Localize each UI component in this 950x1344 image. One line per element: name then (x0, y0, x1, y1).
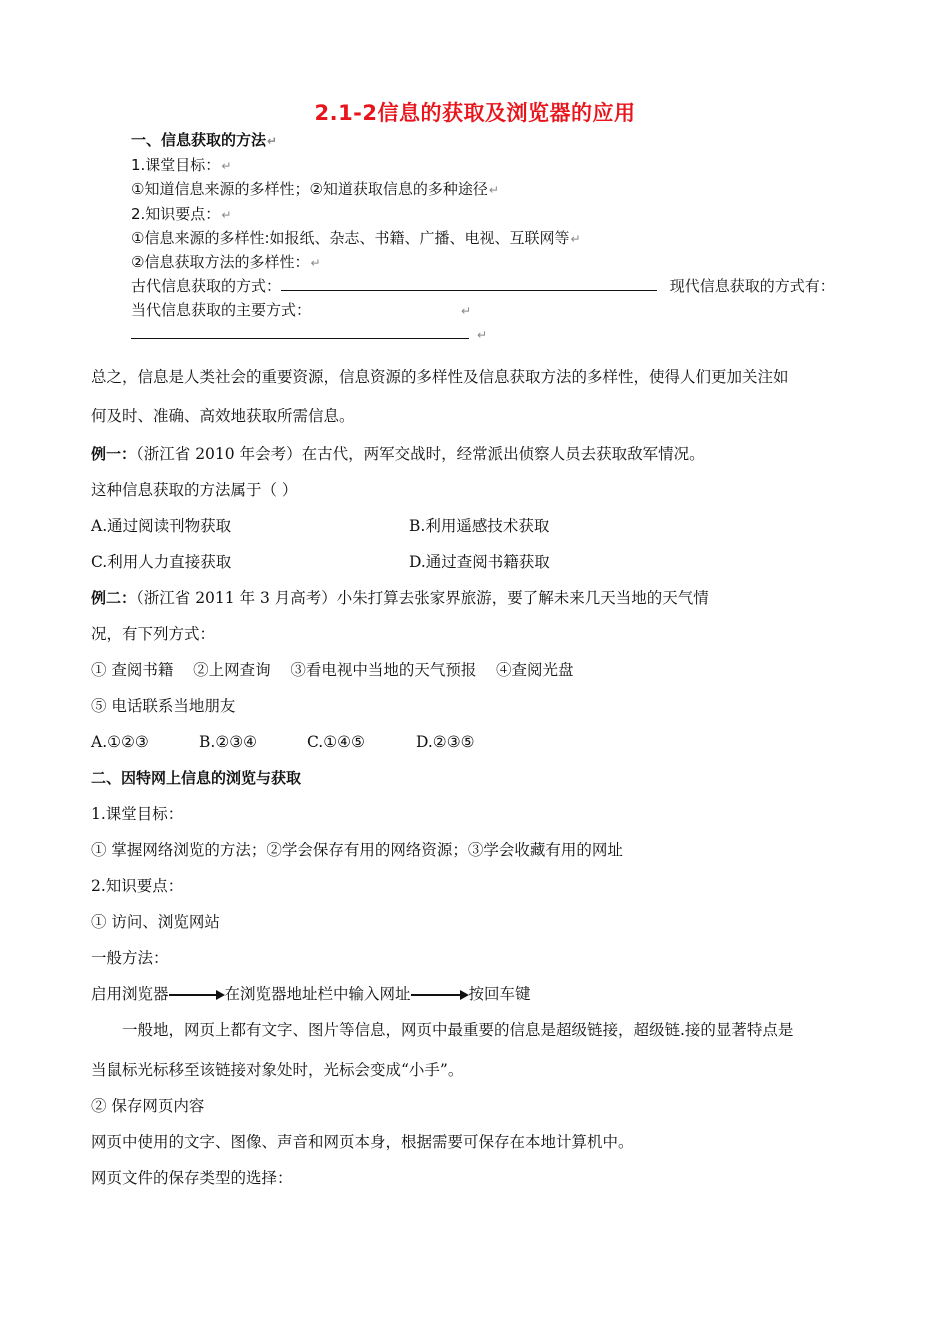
summary-line-2: 何及时、准确、高效地获取所需信息。 (91, 407, 355, 425)
ancient-methods-row (131, 276, 835, 296)
section2-heading: 二、因特网上信息的浏览与获取 (91, 769, 302, 787)
paragraph-mark-icon: ↵ (488, 183, 499, 197)
example1-option-c: C.利用人力直接获取 (91, 553, 232, 571)
example1-question: 这种信息获取的方法属于（ ） (91, 481, 298, 499)
example2-option-a: A.①②③ (91, 733, 149, 751)
section1-points-label: 2.知识要点：↵ (131, 205, 232, 223)
section1-point1: ①信息来源的多样性:如报纸、杂志、书籍、广播、电视、互联网等↵ (131, 229, 581, 247)
save-type-label: 网页文件的保存类型的选择： (91, 1169, 293, 1187)
paragraph-mark-icon: ↵ (221, 159, 232, 173)
example2-items-1: ① 查阅书籍 ②上网查询 ③看电视中当地的天气预报 ④查阅光盘 (91, 661, 574, 679)
section2-sub2: ② 保存网页内容 (91, 1097, 205, 1115)
hyperlink-paragraph-line-1: 一般地，网页上都有文字、图片等信息，网页中最重要的信息是超级链接，超级链.接的显著特点是 (122, 1021, 794, 1039)
section1-goal-text: ①知道信息来源的多样性；②知道获取信息的多种途径↵ (131, 180, 499, 198)
example2-option-d: D.②③⑤ (416, 733, 475, 751)
summary-line-1: 总之，信息是人类社会的重要资源，信息资源的多样性及信息获取方法的多样性，使得人们更加关注如 (91, 368, 789, 386)
flow-step-press-enter: 按回车键 (468, 985, 531, 1003)
hyperlink-paragraph-line-2: 当鼠标光标移至该链接对象处时，光标会变成“小手”。 (91, 1061, 464, 1079)
example1-stem: 例一：（浙江省 2010 年会考）在古代，两军交战时，经常派出侦察人员去获取敌军情况。 (91, 445, 705, 463)
arrow-right-icon (169, 989, 225, 1001)
flow-step-start-browser: 启用浏览器 (91, 985, 169, 1003)
modern-label: 现代信息获取的方式有： (669, 277, 835, 295)
flow-step-enter-url: 在浏览器地址栏中输入网址 (224, 985, 411, 1003)
contemporary-answer-blank[interactable] (131, 324, 469, 339)
ancient-answer-blank[interactable] (281, 276, 657, 291)
example1-option-a: A.通过阅读刊物获取 (91, 517, 232, 535)
example2-items-2: ⑤ 电话联系当地朋友 (91, 697, 236, 715)
paragraph-mark-icon: ↵ (461, 304, 472, 318)
ancient-label: 古代信息获取的方式： (131, 277, 282, 295)
section2-goal-text: ① 掌握网络浏览的方法；②学会保存有用的网络资源；③学会收藏有用的网址 (91, 841, 623, 859)
paragraph-mark-icon: ↵ (267, 134, 278, 148)
paragraph-mark-icon: ↵ (570, 232, 581, 246)
section2-sub1: ① 访问、浏览网站 (91, 913, 220, 931)
paragraph-mark-icon: ↵ (477, 328, 488, 342)
section1-point2: ②信息获取方法的多样性：↵ (131, 253, 321, 271)
example2-stem-cont: 况，有下列方式： (91, 625, 216, 643)
arrow-right-icon (411, 989, 469, 1001)
section1-goal-label: 1.课堂目标：↵ (131, 156, 232, 174)
section2-goal-label: 1.课堂目标： (91, 805, 184, 823)
contemporary-blank-row (131, 324, 487, 345)
example2-option-b: B.②③④ (199, 733, 258, 751)
document-title: 2.1-2信息的获取及浏览器的应用 (314, 101, 636, 125)
paragraph-mark-icon: ↵ (310, 256, 321, 270)
browse-flow (91, 984, 531, 1004)
example2-stem: 例二：（浙江省 2011 年 3 月高考）小朱打算去张家界旅游，要了解未来几天当地的天气情 (91, 589, 709, 607)
save-content-paragraph: 网页中使用的文字、图像、声音和网页本身，根据需要可保存在本地计算机中。 (91, 1133, 634, 1151)
paragraph-mark-icon: ↵ (221, 208, 232, 222)
section1-heading: 一、信息获取的方法↵ (131, 131, 278, 149)
example1-option-d: D.通过查阅书籍获取 (409, 553, 550, 571)
contemporary-row: 当代信息获取的主要方式： ↵ (131, 301, 472, 319)
example2-option-c: C.①④⑤ (307, 733, 365, 751)
general-method-label: 一般方法： (91, 949, 169, 967)
section2-points-label: 2.知识要点： (91, 877, 184, 895)
example1-option-b: B.利用遥感技术获取 (409, 517, 550, 535)
